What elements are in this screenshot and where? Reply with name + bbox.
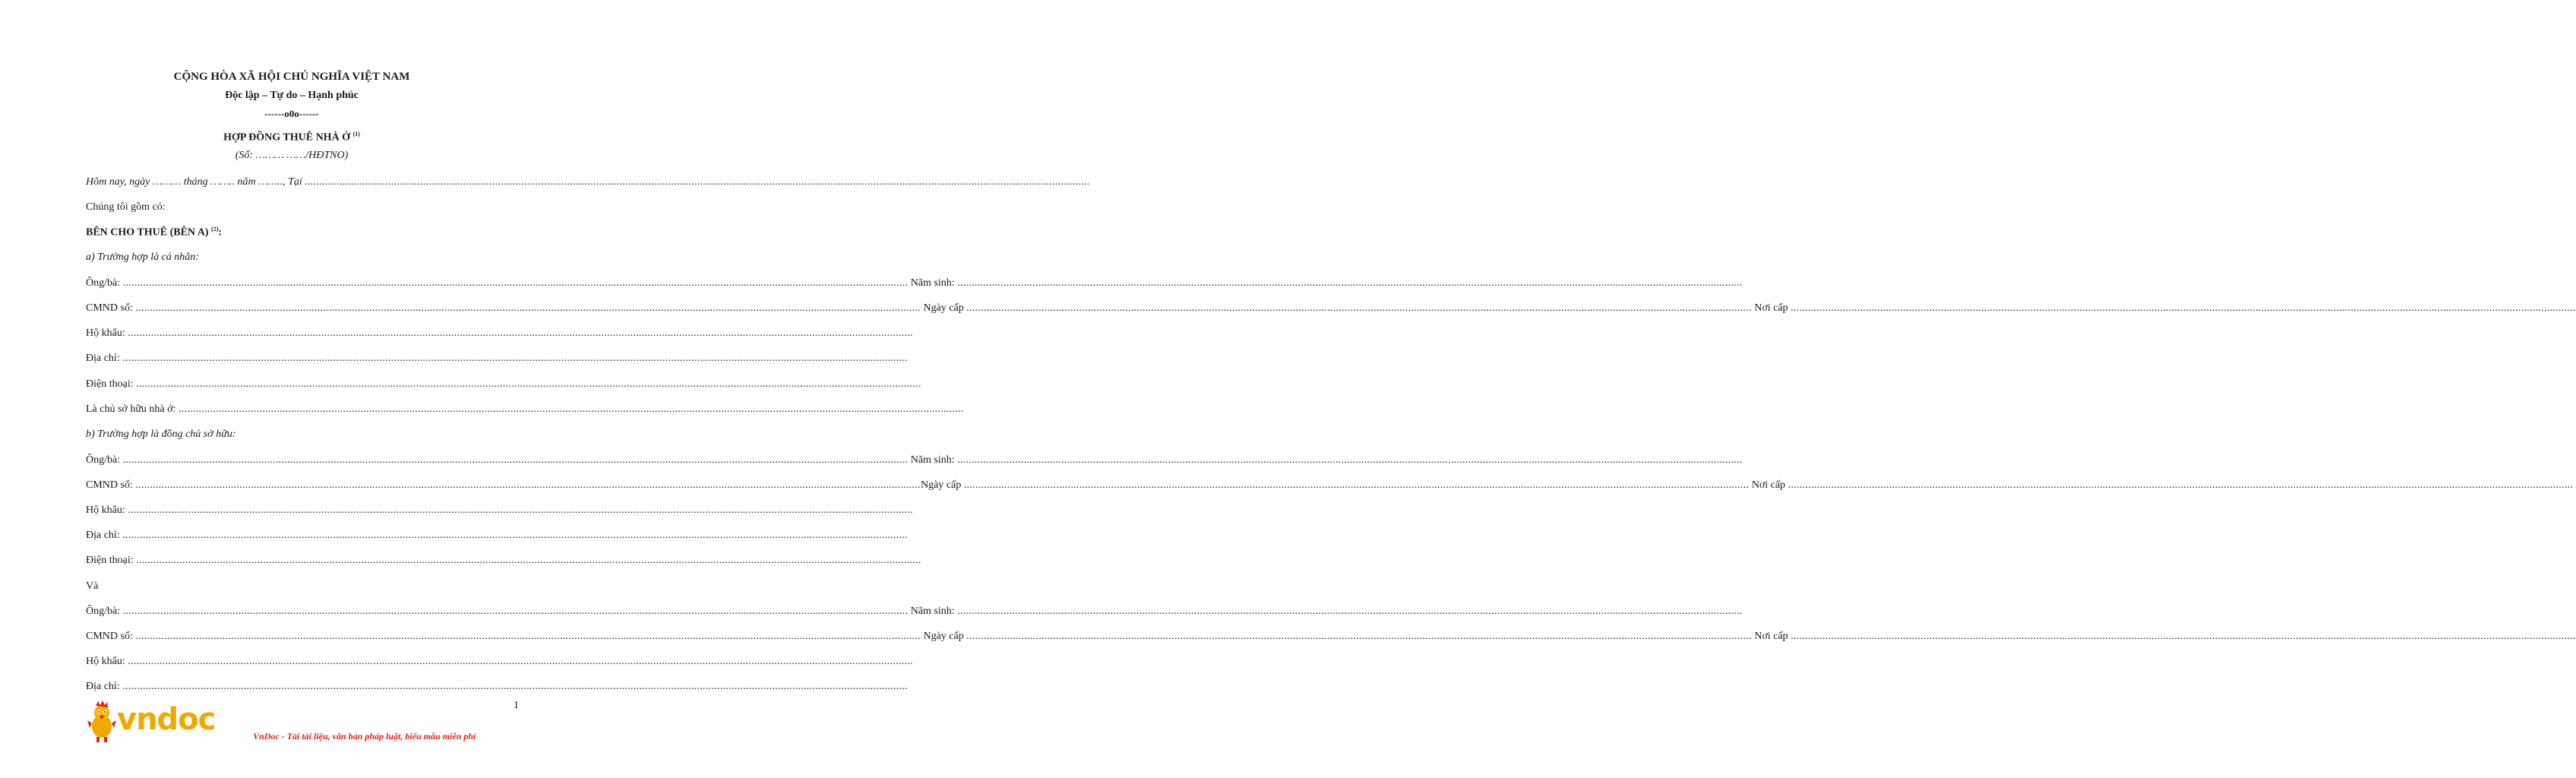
person-row [86, 277, 955, 289]
household-row [86, 656, 520, 668]
phone-label: Điện thoại: [86, 555, 134, 566]
page-number: 1 [514, 700, 519, 711]
contract-title: HỢP ĐỒNG THUÊ NHÀ Ở [223, 131, 351, 144]
owner-field[interactable] [179, 403, 964, 416]
issue-place-field[interactable] [1788, 479, 2574, 492]
address-label: Địa chỉ: [86, 681, 120, 692]
address-row [86, 681, 520, 693]
phone-label: Điện thoại: [86, 378, 134, 390]
issue-date-label: Ngày cấp [923, 302, 964, 314]
footer-tagline: VnDoc - Tải tài liệu, văn bản pháp luật, biểu mẫu miễn phí [253, 731, 476, 742]
month-dots: …….. [210, 176, 235, 188]
vndoc-logo[interactable] [87, 701, 231, 743]
separator: ------o0o------ [264, 108, 319, 119]
party-a-heading: BÊN CHO THUÊ (BÊN A) [86, 226, 209, 239]
issue-date-field[interactable] [966, 631, 1752, 643]
birth-year-field[interactable] [957, 454, 1743, 466]
household-field[interactable] [128, 504, 913, 517]
id-field[interactable] [135, 479, 921, 492]
place-field[interactable] [305, 176, 1090, 188]
party-a-heading-row [86, 226, 520, 239]
address-field[interactable] [122, 353, 908, 365]
party-a-footnote: (2) [211, 226, 219, 232]
id-row [86, 302, 1788, 315]
issue-place-field[interactable] [1791, 631, 2576, 643]
issue-place-label: Nơi cấp [1751, 479, 1786, 491]
day-dots: ……… [152, 176, 182, 188]
household-row [86, 504, 520, 517]
owner-row [86, 403, 520, 416]
id-field[interactable] [135, 302, 921, 315]
year-dots: …….. [258, 176, 283, 188]
birth-year-label: Năm sinh: [910, 454, 955, 466]
address-field[interactable] [122, 530, 908, 542]
id-row [86, 631, 1788, 643]
place-label: , Tại [283, 176, 302, 188]
title-footnote: (1) [352, 131, 360, 138]
id-label: CMND số: [86, 479, 133, 491]
person-field[interactable] [123, 454, 909, 466]
person-label: Ông/bà: [86, 277, 121, 289]
household-label: Hộ khẩu: [86, 327, 125, 339]
phone-field[interactable] [136, 555, 921, 567]
id-row [86, 479, 1786, 492]
person-field[interactable] [123, 277, 909, 289]
household-field[interactable] [128, 327, 913, 340]
household-label: Hộ khẩu: [86, 504, 125, 516]
issue-place-label: Nơi cấp [1754, 631, 1788, 642]
issue-date-field[interactable] [966, 302, 1752, 315]
address-label: Địa chỉ: [86, 530, 120, 541]
nation-heading: CỘNG HÒA XÃ HỘI CHỦ NGHĨA VIỆT NAM [173, 71, 410, 83]
phone-row [86, 378, 520, 391]
month-label: tháng [183, 176, 208, 188]
id-field[interactable] [135, 631, 921, 643]
phone-row [86, 555, 520, 567]
we-include: Chúng tôi gồm có: [86, 201, 166, 213]
household-field[interactable] [128, 656, 913, 668]
issue-date-field[interactable] [964, 479, 1749, 492]
date-place-line [86, 176, 520, 188]
id-label: CMND số: [86, 302, 133, 314]
id-label: CMND số: [86, 631, 133, 642]
person-row [86, 454, 955, 466]
person-row [86, 606, 955, 618]
birth-year-label: Năm sinh: [910, 606, 955, 617]
issue-date-label: Ngày cấp [920, 479, 962, 491]
issue-place-label: Nơi cấp [1754, 302, 1788, 314]
today-label: Hôm nay, ngày [86, 176, 150, 188]
address-field[interactable] [122, 681, 908, 693]
owner-label: Là chủ sở hữu nhà ở: [86, 403, 176, 415]
birth-year-field[interactable] [957, 606, 1743, 618]
and-separator: Và [86, 580, 99, 592]
case-a-heading: a) Trường hợp là cá nhân: [86, 251, 199, 263]
chicken-mascot-icon [87, 701, 117, 743]
address-label: Địa chỉ: [86, 353, 120, 364]
contract-number: (Số: ……… ……/HĐTNO) [235, 150, 349, 161]
birth-year-label: Năm sinh: [910, 277, 955, 289]
birth-year-field[interactable] [957, 277, 1743, 289]
address-row [86, 530, 520, 542]
logo-wordmark: vndoc [117, 702, 216, 737]
motto: Độc lập – Tự do – Hạnh phúc [225, 90, 359, 101]
person-label: Ông/bà: [86, 454, 121, 466]
case-b-heading: b) Trường hợp là đồng chủ sở hữu: [86, 429, 236, 440]
household-row [86, 327, 520, 340]
household-label: Hộ khẩu: [86, 656, 125, 667]
party-a-colon: : [218, 226, 223, 239]
issue-date-label: Ngày cấp [923, 631, 964, 642]
contract-title-row [0, 131, 583, 144]
address-row [86, 353, 520, 365]
person-field[interactable] [123, 606, 909, 618]
phone-field[interactable] [136, 378, 921, 391]
year-label: năm [237, 176, 256, 188]
person-label: Ông/bà: [86, 606, 121, 617]
issue-place-field[interactable] [1791, 302, 2576, 315]
